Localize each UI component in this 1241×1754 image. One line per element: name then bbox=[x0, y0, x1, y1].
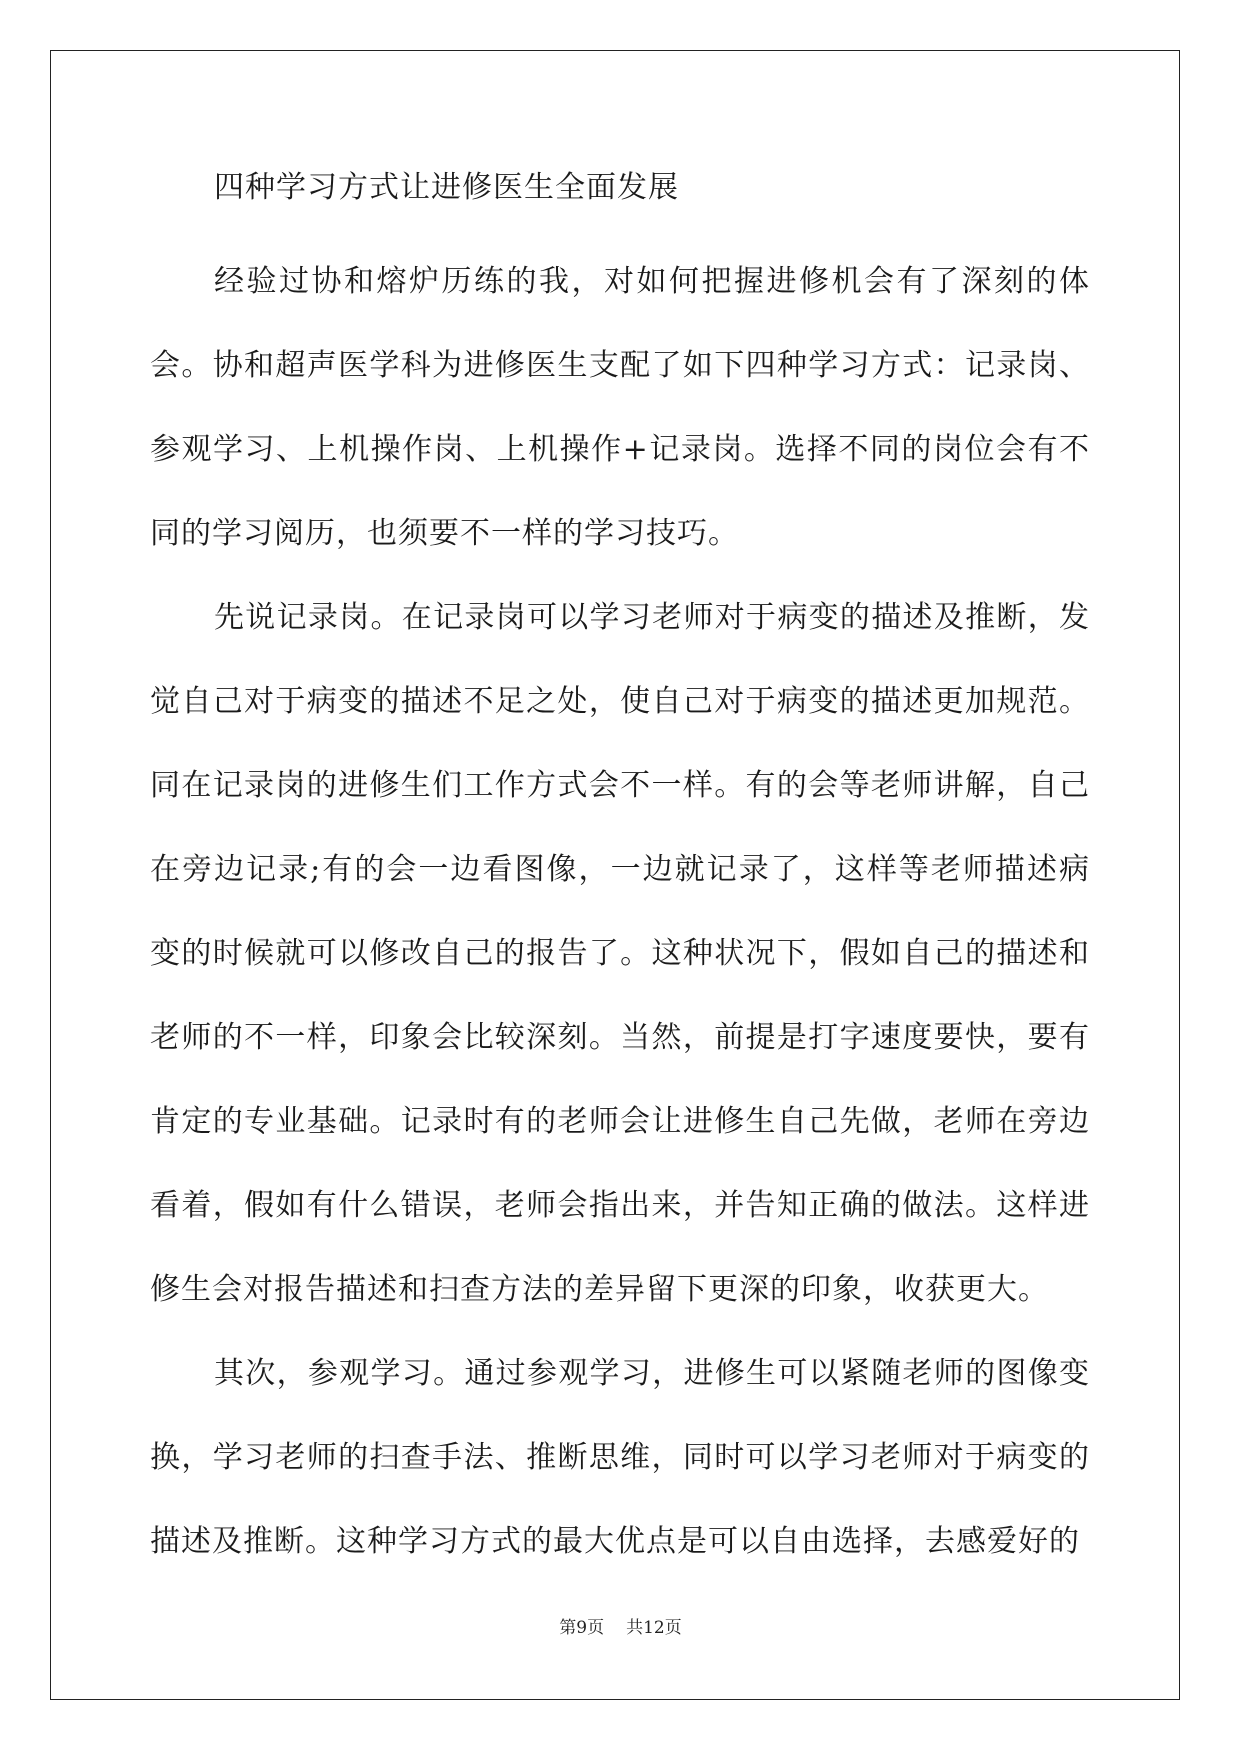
paragraph-record-post: 先说记录岗。在记录岗可以学习老师对于病变的描述及推断，发觉自己对于病变的描述不足之处，使自己对于病变的描述更加规范。同在记录岗的进修生们工作方式会不一样。有的会等老师讲解，自己在旁边记录;有的会一边看图像，一边就记录了，这样等老师描述病变的时候就可以修改自己的报告了。这种状况下，假如自己的描述和老师的不一样，印象会比较深刻。当然，前提是打字速度要快，要有肯定的专业基础。记录时有的老师会让进修生自己先做，老师在旁边看着，假如有什么错误，老师会指出来，并告知正确的做法。这样进修生会对报告描述和扫查方法的差异留下更深的印象，收获更大。 bbox=[150, 600, 1090, 1307]
page-total: 共12页 bbox=[626, 1618, 682, 1638]
paragraph-observation: 其次，参观学习。通过参观学习，进修生可以紧随老师的图像变换，学习老师的扫查手法、推断思维，同时可以学习老师对于病变的描述及推断。这种学习方式的最大优点是可以自由选择，去感爱好的 bbox=[150, 1356, 1090, 1559]
document-title: 四种学习方式让进修医生全面发展 bbox=[214, 170, 679, 205]
page-footer bbox=[0, 1616, 1241, 1640]
page-number: 第9页 bbox=[559, 1618, 605, 1638]
paragraph-intro: 经验过协和熔炉历练的我，对如何把握进修机会有了深刻的体会。协和超声医学科为进修医生支配了如下四种学习方式：记录岗、参观学习、上机操作岗、上机操作+记录岗。选择不同的岗位会有不同的学习阅历，也须要不一样的学习技巧。 bbox=[150, 264, 1090, 551]
document-body bbox=[150, 160, 1090, 1584]
